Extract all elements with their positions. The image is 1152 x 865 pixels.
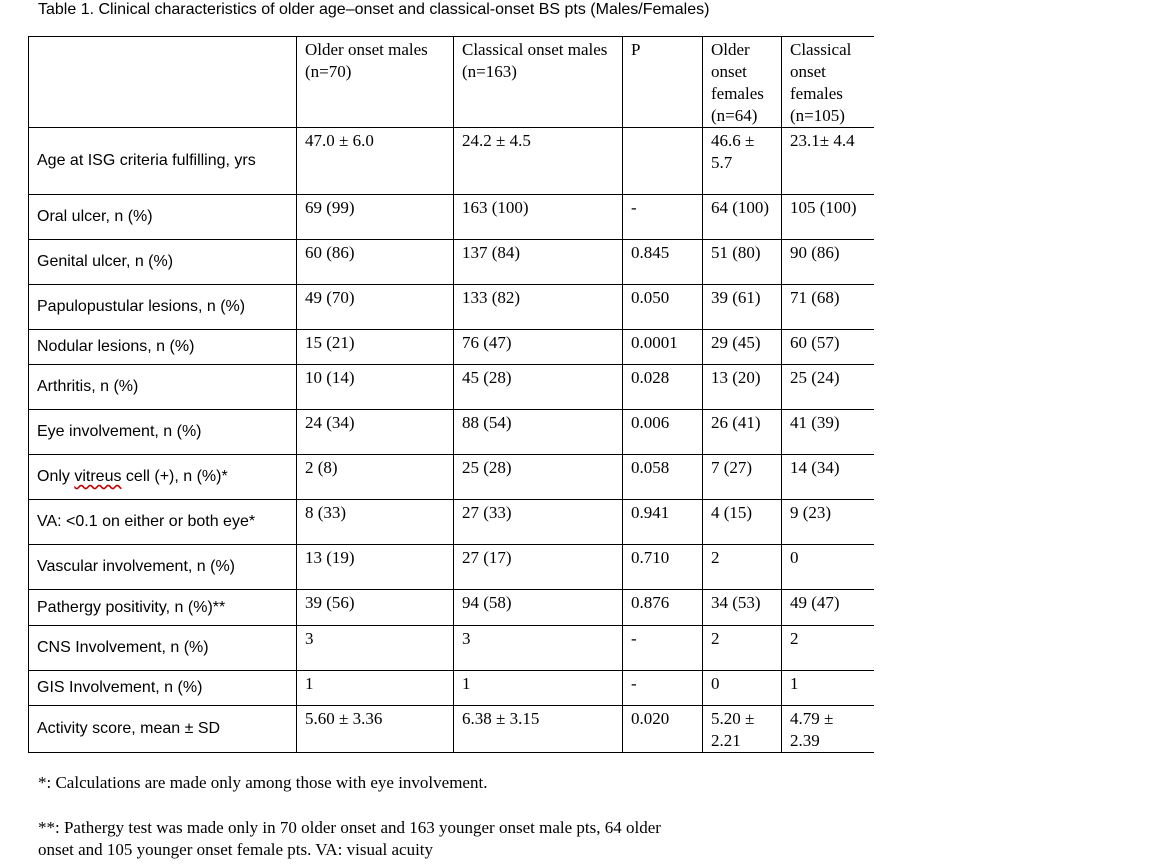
row-label [29,455,297,500]
p-value-cell [623,128,703,195]
row-label: Pathergy positivity, n (%)** [29,590,297,626]
classical-males-cell: 76 (47) [454,330,623,365]
older-males-cell: 5.60 ± 3.36 [297,706,454,753]
older-males-cell: 60 (86) [297,240,454,285]
p-value-cell: 0.028 [623,365,703,410]
table-row [29,500,874,545]
table-row [29,128,874,195]
older-females-cell: 64 (100) [703,195,782,240]
row-label: Activity score, mean ± SD [29,706,297,753]
older-females-cell: 26 (41) [703,410,782,455]
older-males-cell: 24 (34) [297,410,454,455]
classical-females-cell: 9 (23) [782,500,874,545]
p-value-cell: - [623,626,703,671]
older-males-cell: 1 [297,671,454,706]
classical-females-cell: 0 [782,545,874,590]
table-caption: Table 1. Clinical characteristics of older age–onset and classical-onset BS pts (Males/Females) [38,1,710,18]
header-older-onset-females: Older onset females (n=64) [703,37,782,128]
older-females-cell: 29 (45) [703,330,782,365]
classical-females-cell: 60 (57) [782,330,874,365]
table-row [29,240,874,285]
classical-females-cell: 2 [782,626,874,671]
row-label: CNS Involvement, n (%) [29,626,297,671]
header-p-value: P [623,37,703,128]
p-value-cell: 0.006 [623,410,703,455]
classical-females-cell: 41 (39) [782,410,874,455]
older-females-cell: 39 (61) [703,285,782,330]
p-value-cell: 0.845 [623,240,703,285]
header-older-onset-males: Older onset males (n=70) [297,37,454,128]
row-label: Arthritis, n (%) [29,365,297,410]
classical-males-cell: 27 (17) [454,545,623,590]
classical-females-cell: 90 (86) [782,240,874,285]
footnote-pathergy [38,817,661,861]
older-females-cell: 5.20 ± 2.21 [703,706,782,753]
row-label-post: cell (+), n (%)* [121,468,228,485]
older-males-cell: 8 (33) [297,500,454,545]
older-males-cell: 47.0 ± 6.0 [297,128,454,195]
footnote-pathergy-line-1: **: Pathergy test was made only in 70 older onset and 163 younger onset male pts, 64 older [38,818,661,837]
p-value-cell: 0.876 [623,590,703,626]
older-males-cell: 15 (21) [297,330,454,365]
row-label: Genital ulcer, n (%) [29,240,297,285]
older-females-cell: 34 (53) [703,590,782,626]
table-row [29,330,874,365]
p-value-cell: 0.0001 [623,330,703,365]
older-males-cell: 49 (70) [297,285,454,330]
older-females-cell: 13 (20) [703,365,782,410]
older-males-cell: 13 (19) [297,545,454,590]
p-value-cell: 0.020 [623,706,703,753]
table-row [29,365,874,410]
older-males-cell: 69 (99) [297,195,454,240]
classical-males-cell: 25 (28) [454,455,623,500]
classical-males-cell: 6.38 ± 3.15 [454,706,623,753]
classical-males-cell: 27 (33) [454,500,623,545]
table-row [29,706,874,753]
table-row [29,455,874,500]
p-value-cell: 0.058 [623,455,703,500]
p-value-cell: - [623,195,703,240]
header-classical-onset-females: Classical onset females (n=105) [782,37,874,128]
older-females-cell: 4 (15) [703,500,782,545]
classical-males-cell: 137 (84) [454,240,623,285]
footnote-pathergy-line-2: onset and 105 younger onset female pts. VA: visual acuity [38,840,434,859]
table-row [29,671,874,706]
older-females-cell: 2 [703,545,782,590]
classical-females-cell: 105 (100) [782,195,874,240]
header-blank [29,37,297,128]
older-females-cell: 51 (80) [703,240,782,285]
classical-females-cell: 4.79 ± 2.39 [782,706,874,753]
classical-males-cell: 163 (100) [454,195,623,240]
classical-females-cell: 1 [782,671,874,706]
header-classical-onset-males: Classical onset males (n=163) [454,37,623,128]
classical-males-cell: 45 (28) [454,365,623,410]
older-males-cell: 39 (56) [297,590,454,626]
row-label: Age at ISG criteria fulfilling, yrs [29,128,297,195]
older-females-cell: 2 [703,626,782,671]
p-value-cell: 0.710 [623,545,703,590]
row-label: Oral ulcer, n (%) [29,195,297,240]
older-males-cell: 3 [297,626,454,671]
header-row [29,37,874,128]
classical-females-cell: 49 (47) [782,590,874,626]
p-value-cell: - [623,671,703,706]
older-females-cell: 0 [703,671,782,706]
classical-males-cell: 133 (82) [454,285,623,330]
classical-females-cell: 25 (24) [782,365,874,410]
row-label-pre: Only [37,468,75,485]
classical-males-cell: 1 [454,671,623,706]
older-females-cell: 46.6 ± 5.7 [703,128,782,195]
older-males-cell: 10 (14) [297,365,454,410]
older-females-cell: 7 (27) [703,455,782,500]
footnote-eye-involvement: *: Calculations are made only among those with eye involvement. [38,773,488,792]
table-row [29,626,874,671]
older-males-cell: 2 (8) [297,455,454,500]
classical-females-cell: 14 (34) [782,455,874,500]
row-label: Vascular involvement, n (%) [29,545,297,590]
table-row [29,590,874,626]
table-row [29,410,874,455]
classical-males-cell: 94 (58) [454,590,623,626]
row-label: GIS Involvement, n (%) [29,671,297,706]
row-label: Papulopustular lesions, n (%) [29,285,297,330]
table-row [29,545,874,590]
row-label: Eye involvement, n (%) [29,410,297,455]
classical-females-cell: 71 (68) [782,285,874,330]
row-label: Nodular lesions, n (%) [29,330,297,365]
clinical-characteristics-table [28,36,874,753]
classical-males-cell: 24.2 ± 4.5 [454,128,623,195]
classical-males-cell: 3 [454,626,623,671]
p-value-cell: 0.050 [623,285,703,330]
p-value-cell: 0.941 [623,500,703,545]
row-label: VA: <0.1 on either or both eye* [29,500,297,545]
table-row [29,285,874,330]
table-row [29,195,874,240]
classical-males-cell: 88 (54) [454,410,623,455]
spellcheck-flagged-word: vitreus [74,468,122,485]
classical-females-cell: 23.1± 4.4 [782,128,874,195]
